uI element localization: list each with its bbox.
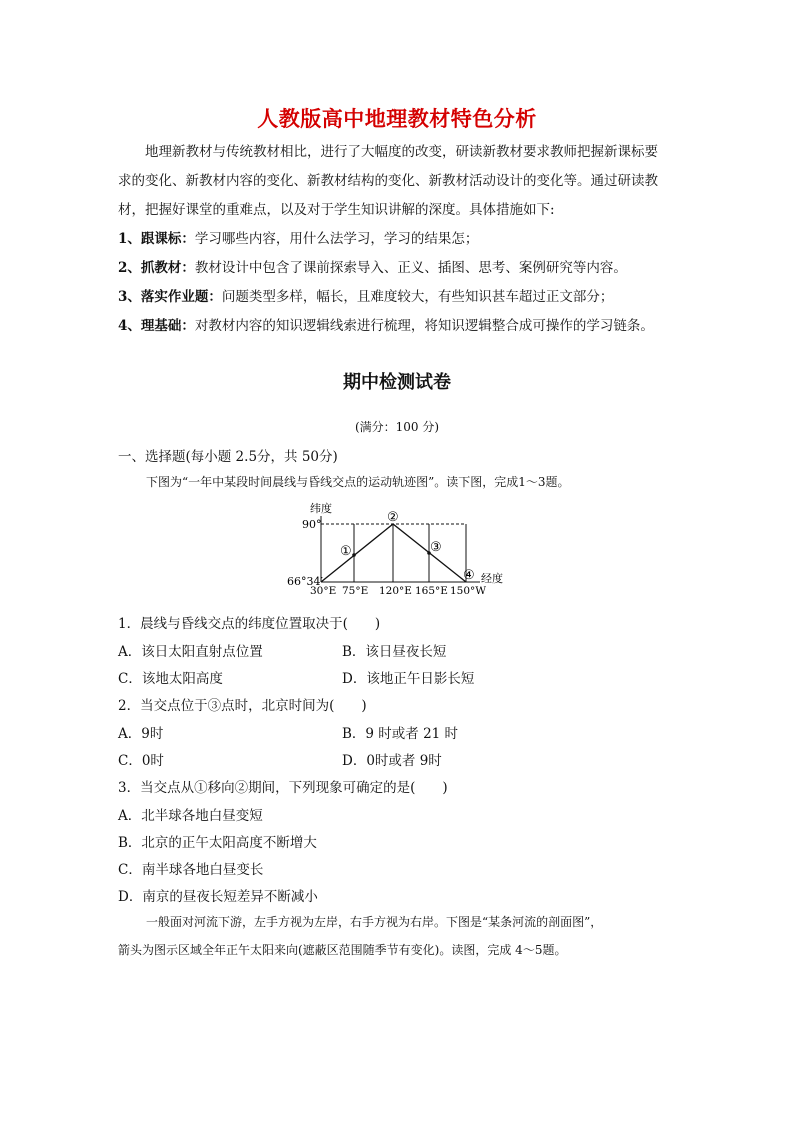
x-tick: 150°W xyxy=(450,585,487,597)
question-option: A．该日太阳直射点位置 xyxy=(118,644,263,660)
question-option: D．南京的昼夜长短差异不断减小 xyxy=(118,889,318,905)
y-tick-90: 90° xyxy=(302,518,322,531)
x-tick: 165°E xyxy=(415,585,448,597)
intro-paragraph-line: 地理新教材与传统教材相比，进行了大幅度的改变，研读新教材要求教师把握新课标要 xyxy=(145,144,658,160)
y-tick-66: 66°34′ xyxy=(287,575,323,588)
question-option: C．0时 xyxy=(118,753,164,769)
closing-paragraph-line: 箭头为图示区域全年正午太阳来向(遮蔽区范围随季节有变化)。读图，完成 4～5题。 xyxy=(118,943,567,957)
question-option: B．北京的正午太阳高度不断增大 xyxy=(118,835,317,851)
question-stem: 3．当交点从①移向②期间，下列现象可确定的是( ) xyxy=(118,780,448,796)
x-tick: 30°E xyxy=(310,585,337,597)
question-option: A．9时 xyxy=(118,726,164,742)
question-option: D．该地正午日影长短 xyxy=(342,671,475,687)
point-label-1: ① xyxy=(340,544,352,559)
measure-label: 3、落实作业题： xyxy=(118,289,222,305)
section-heading: 一、选择题(每小题 2.5分，共 50分) xyxy=(118,449,338,465)
exam-score: (满分：100 分) xyxy=(354,420,440,434)
measure-label: 1、跟课标： xyxy=(118,231,195,247)
measure-text: 问题类型多样，幅长，且难度较大，有些知识甚车超过正文部分； xyxy=(221,289,614,305)
trajectory-figure xyxy=(280,498,510,603)
intro-paragraph-line: 材，把握好课堂的重难点，以及对于学生知识讲解的深度。具体措施如下: xyxy=(118,202,555,218)
intro-section xyxy=(118,138,690,341)
y-axis-label: 纬度 xyxy=(310,502,332,515)
x-axis-label: 经度 xyxy=(481,572,503,585)
question-option: B．该日昼夜长短 xyxy=(342,644,447,660)
point-1-marker xyxy=(352,553,356,557)
intro-paragraph-line: 求的变化、新教材内容的变化、新教材结构的变化、新教材活动设计的变化等。通过研读教 xyxy=(118,173,658,189)
measure-label: 2、抓教材： xyxy=(118,260,195,276)
question-option: B．9 时或者 21 时 xyxy=(342,726,459,742)
exam-title: 期中检测试卷 xyxy=(343,372,451,393)
question-stem: 2．当交点位于③点时，北京时间为( ) xyxy=(118,698,367,714)
document-title: 人教版高中地理教材特色分析 xyxy=(257,107,537,131)
point-label-3: ③ xyxy=(430,540,442,555)
point-label-4: ④ xyxy=(463,568,475,583)
question-option: D．0时或者 9时 xyxy=(342,753,442,769)
measure-text: 教材设计中包含了课前探索导入、正义、插图、思考、案例研究等内容。 xyxy=(194,260,627,276)
question-option: C．该地太阳高度 xyxy=(118,671,223,687)
measure-item xyxy=(118,225,690,254)
measure-text: 对教材内容的知识逻辑线索进行梳理，将知识逻辑整合成可操作的学习链条。 xyxy=(194,318,654,334)
measure-text: 学习哪些内容，用什么法学习，学习的结果怎； xyxy=(194,231,479,247)
measure-item xyxy=(118,254,690,283)
question-option: C．南半球各地白昼变长 xyxy=(118,862,264,878)
question-stem: 1．晨线与昏线交点的纬度位置取决于( ) xyxy=(118,616,381,632)
measure-label: 4、理基础： xyxy=(118,318,195,334)
measure-item xyxy=(118,283,690,312)
measure-item xyxy=(118,312,690,341)
closing-paragraph-line: 一般面对河流下游，左手方视为左岸，右手方视为右岸。下图是“某条河流的剖面图”， xyxy=(146,915,603,929)
x-tick: 75°E xyxy=(342,585,369,597)
figure-intro: 下图为“一年中某段时间晨线与昏线交点的运动轨迹图”。读下图，完成1～3题。 xyxy=(146,475,570,489)
question-option: A．北半球各地白昼变短 xyxy=(118,808,263,824)
x-tick: 120°E xyxy=(379,585,412,597)
point-label-2: ② xyxy=(387,510,399,525)
